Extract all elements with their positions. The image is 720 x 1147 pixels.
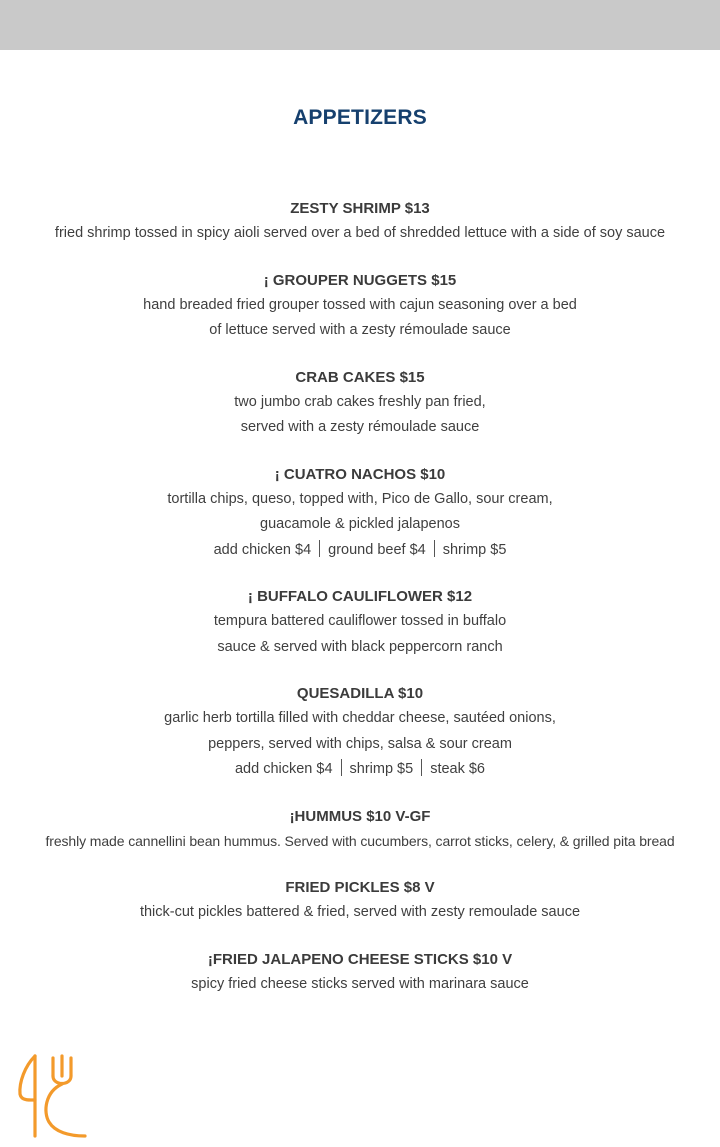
menu-item-title: ¡FRIED JALAPENO CHEESE STICKS $10 V [207, 950, 513, 968]
menu-item [0, 463, 720, 564]
menu-item-title: ¡ CUATRO NACHOS $10 [274, 465, 446, 483]
menu-item-title: FRIED PICKLES $8 V [285, 879, 435, 896]
menu-item-description: freshly made cannellini bean hummus. Served with cucumbers, carrot sticks, celery, & grilled pita bread [45, 832, 675, 849]
utensils-logo-icon [15, 1052, 91, 1138]
menu-item-description: of lettuce served with a zesty rémoulade sauce [209, 322, 511, 338]
menu-item-description: peppers, served with chips, salsa & sour cream [208, 735, 512, 752]
top-bar [0, 0, 720, 50]
menu-item [0, 269, 720, 344]
menu-item [0, 366, 720, 441]
menu-item-description: tortilla chips, queso, topped with, Pico de Gallo, sour cream, [167, 490, 553, 507]
menu-item-addons [0, 757, 720, 783]
menu-item-list [0, 197, 720, 1019]
menu-item-description: tempura battered cauliflower tossed in buffalo [213, 613, 507, 629]
addon-option: add chicken $4 [234, 761, 333, 777]
addon-divider [434, 540, 435, 557]
addon-option: shrimp $5 [349, 761, 414, 777]
menu-item-description: guacamole & pickled jalapenos [260, 516, 460, 532]
menu-item-title: CRAB CAKES $15 [295, 368, 425, 386]
menu-item-description: garlic herb tortilla filled with cheddar cheese, sautéed onions, [164, 710, 556, 726]
addon-option: ground beef $4 [328, 541, 426, 558]
menu-item-description: sauce & served with black peppercorn ranch [217, 638, 503, 655]
menu-item-description: two jumbo crab cakes freshly pan fried, [234, 393, 486, 410]
menu-item-description: spicy fried cheese sticks served with marinara sauce [191, 975, 529, 992]
menu-item-title: QUESADILLA $10 [296, 685, 424, 702]
menu-item [0, 585, 720, 660]
addon-divider [319, 540, 320, 557]
addon-option: steak $6 [430, 761, 486, 777]
menu-item [0, 805, 720, 855]
menu-item-title: ZESTY SHRIMP $13 [290, 200, 430, 217]
menu-item-title: ¡HUMMUS $10 V-GF [289, 807, 431, 825]
menu-item-title: ¡ GROUPER NUGGETS $15 [263, 271, 457, 289]
addon-option: shrimp $5 [442, 541, 507, 558]
menu-item [0, 948, 720, 998]
addon-divider [421, 759, 422, 776]
menu-item-title: ¡ BUFFALO CAULIFLOWER $12 [247, 588, 473, 605]
menu-item [0, 197, 720, 247]
menu-item-addons [0, 538, 720, 564]
menu-item-description: hand breaded fried grouper tossed with cajun seasoning over a bed [143, 296, 577, 313]
addon-divider [341, 759, 342, 776]
addon-option: add chicken $4 [213, 541, 312, 558]
menu-item-description: fried shrimp tossed in spicy aioli served over a bed of shredded lettuce with a side of soy sauce [54, 225, 666, 241]
section-heading: APPETIZERS [293, 106, 427, 129]
menu-item-description: thick-cut pickles battered & fried, served with zesty remoulade sauce [139, 904, 581, 920]
menu-item [0, 876, 720, 926]
menu-item [0, 682, 720, 783]
menu-item-description: served with a zesty rémoulade sauce [240, 419, 480, 435]
